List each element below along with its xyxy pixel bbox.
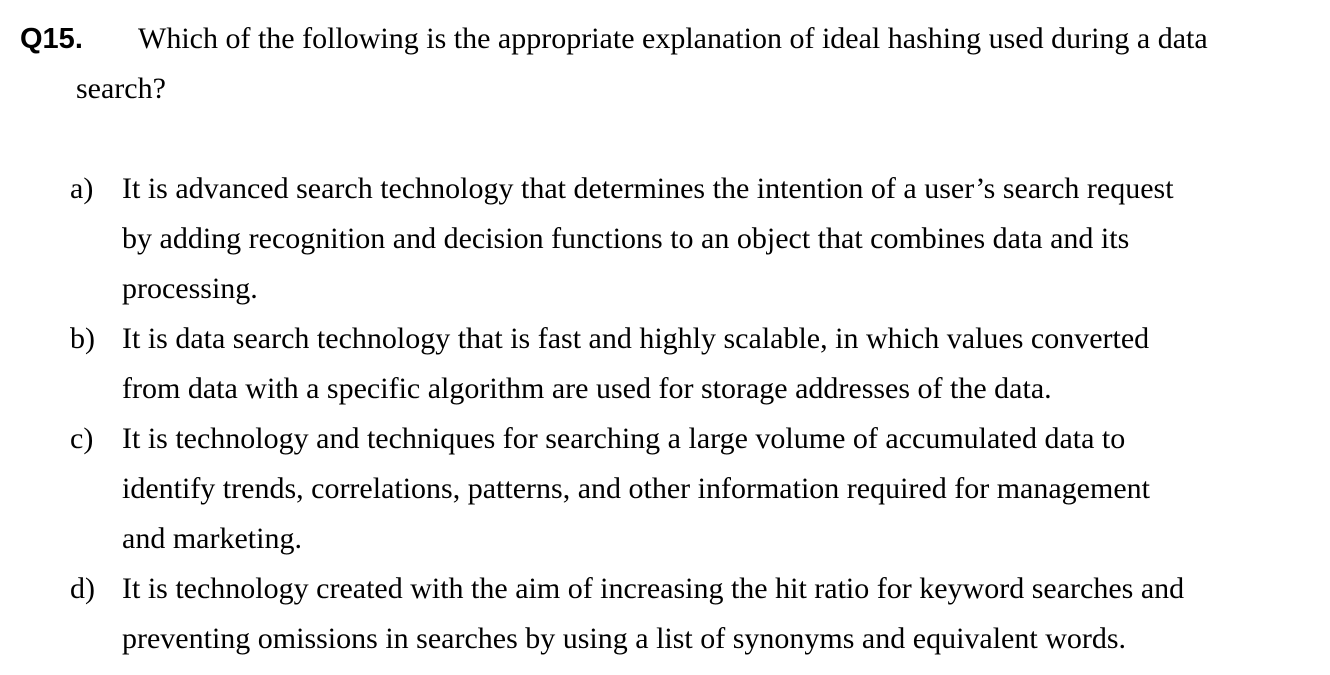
option-text bbox=[122, 564, 1320, 664]
answer-options bbox=[70, 164, 1320, 664]
option-text-line: It is data search technology that is fast and highly scalable, in which values converted bbox=[122, 322, 1150, 355]
option-text-line: It is technology created with the aim of increasing the hit ratio for keyword searches and bbox=[122, 572, 1185, 605]
option-text-line: from data with a specific algorithm are used for storage addresses of the data. bbox=[122, 372, 1052, 405]
option-text-line: identify trends, correlations, patterns, and other information required for management bbox=[122, 472, 1150, 505]
option-letter: b) bbox=[70, 322, 95, 355]
option-c[interactable] bbox=[70, 414, 1320, 564]
option-text bbox=[122, 314, 1320, 414]
option-letter: d) bbox=[70, 572, 95, 605]
option-b[interactable] bbox=[70, 314, 1320, 414]
option-text-line: by adding recognition and decision functions to an object that combines data and its bbox=[122, 222, 1130, 255]
option-text-line: It is advanced search technology that determines the intention of a user’s search request bbox=[122, 172, 1174, 205]
question-number: Q15. bbox=[20, 23, 83, 55]
option-text bbox=[122, 164, 1320, 314]
question-text-line-2: search? bbox=[76, 72, 166, 105]
option-text-line: and marketing. bbox=[122, 522, 302, 555]
option-text bbox=[122, 414, 1320, 564]
question-text-line-1: Which of the following is the appropriate explanation of ideal hashing used during a data bbox=[138, 22, 1208, 55]
option-a[interactable] bbox=[70, 164, 1320, 314]
option-letter: c) bbox=[70, 422, 94, 455]
option-letter: a) bbox=[70, 172, 94, 205]
option-d[interactable] bbox=[70, 564, 1320, 664]
option-text-line: processing. bbox=[122, 272, 258, 305]
option-text-line: It is technology and techniques for searching a large volume of accumulated data to bbox=[122, 422, 1126, 455]
option-text-line: preventing omissions in searches by using a list of synonyms and equivalent words. bbox=[122, 622, 1127, 655]
question-line-1 bbox=[20, 14, 1320, 64]
question-stem bbox=[20, 14, 1320, 114]
